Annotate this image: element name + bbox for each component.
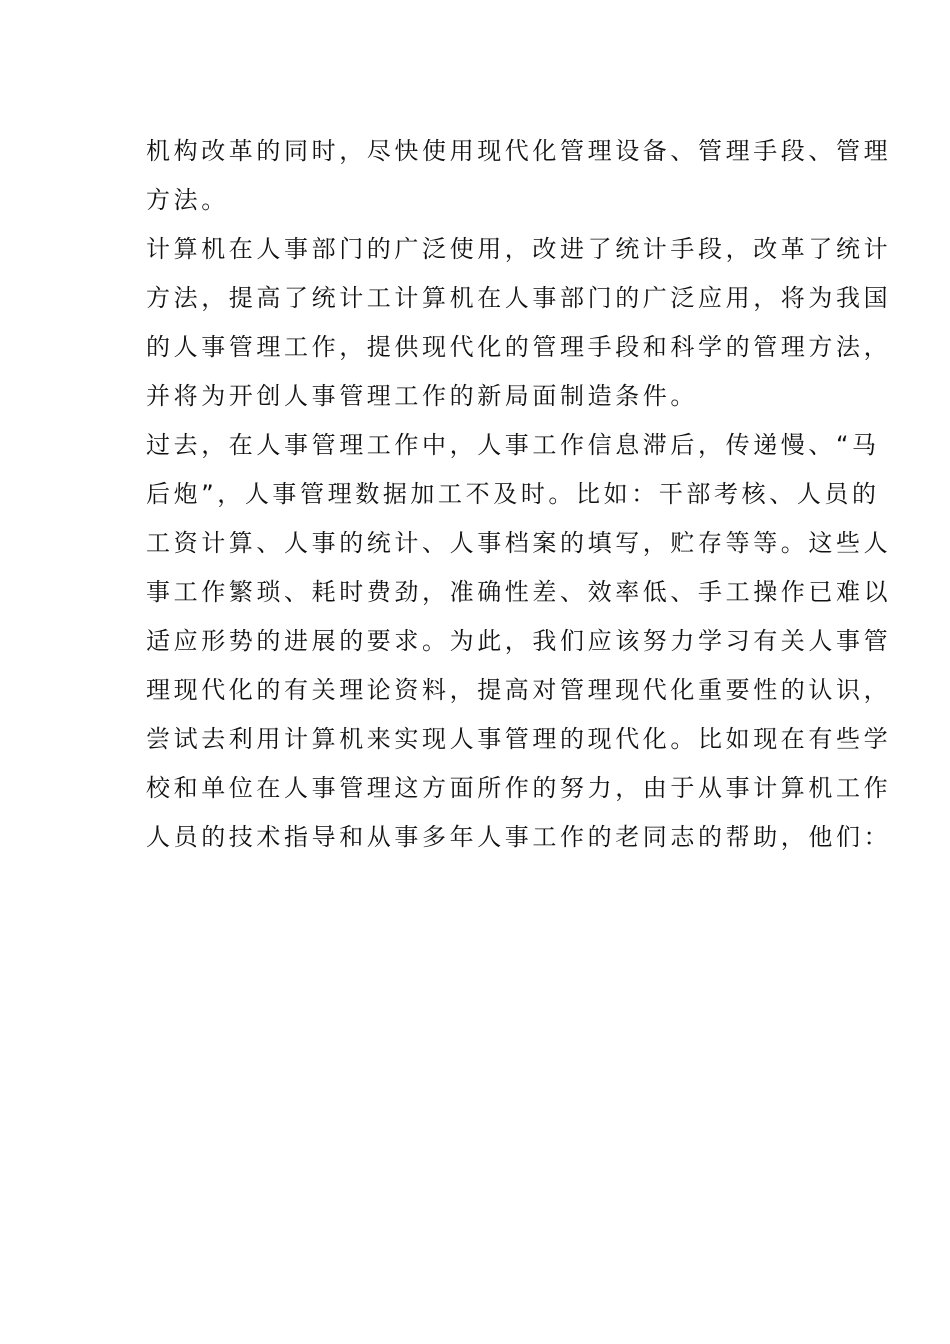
text-line: 后炮”，人事管理数据加工不及时。比如：干部考核、人员的 xyxy=(146,480,880,508)
text-line: 人员的技术指导和从事多年人事工作的老同志的帮助，他们： xyxy=(146,823,892,851)
text-line: 过去，在人事管理工作中，人事工作信息滞后，传递慢、“马 xyxy=(146,431,880,459)
text-line: 事工作繁琐、耗时费劲，准确性差、效率低、手工操作已难以 xyxy=(146,578,892,606)
text-line: 适应形势的进展的要求。为此，我们应该努力学习有关人事管 xyxy=(146,627,892,655)
body-text xyxy=(146,127,892,862)
text-line: 方法。 xyxy=(146,186,229,214)
text-line: 方法，提高了统计工计算机在人事部门的广泛应用，将为我国 xyxy=(146,284,892,312)
text-line: 计算机在人事部门的广泛使用，改进了统计手段，改革了统计 xyxy=(146,235,892,263)
text-line: 尝试去利用计算机来实现人事管理的现代化。比如现在有些学 xyxy=(146,725,892,753)
text-line: 校和单位在人事管理这方面所作的努力，由于从事计算机工作 xyxy=(146,774,892,802)
text-line: 理现代化的有关理论资料，提高对管理现代化重要性的认识， xyxy=(146,676,892,704)
text-line: 并将为开创人事管理工作的新局面制造条件。 xyxy=(146,382,698,410)
text-line: 的人事管理工作，提供现代化的管理手段和科学的管理方法， xyxy=(146,333,892,361)
text-line: 工资计算、人事的统计、人事档案的填写，贮存等等。这些人 xyxy=(146,529,892,557)
text-line: 机构改革的同时，尽快使用现代化管理设备、管理手段、管理 xyxy=(146,137,892,165)
